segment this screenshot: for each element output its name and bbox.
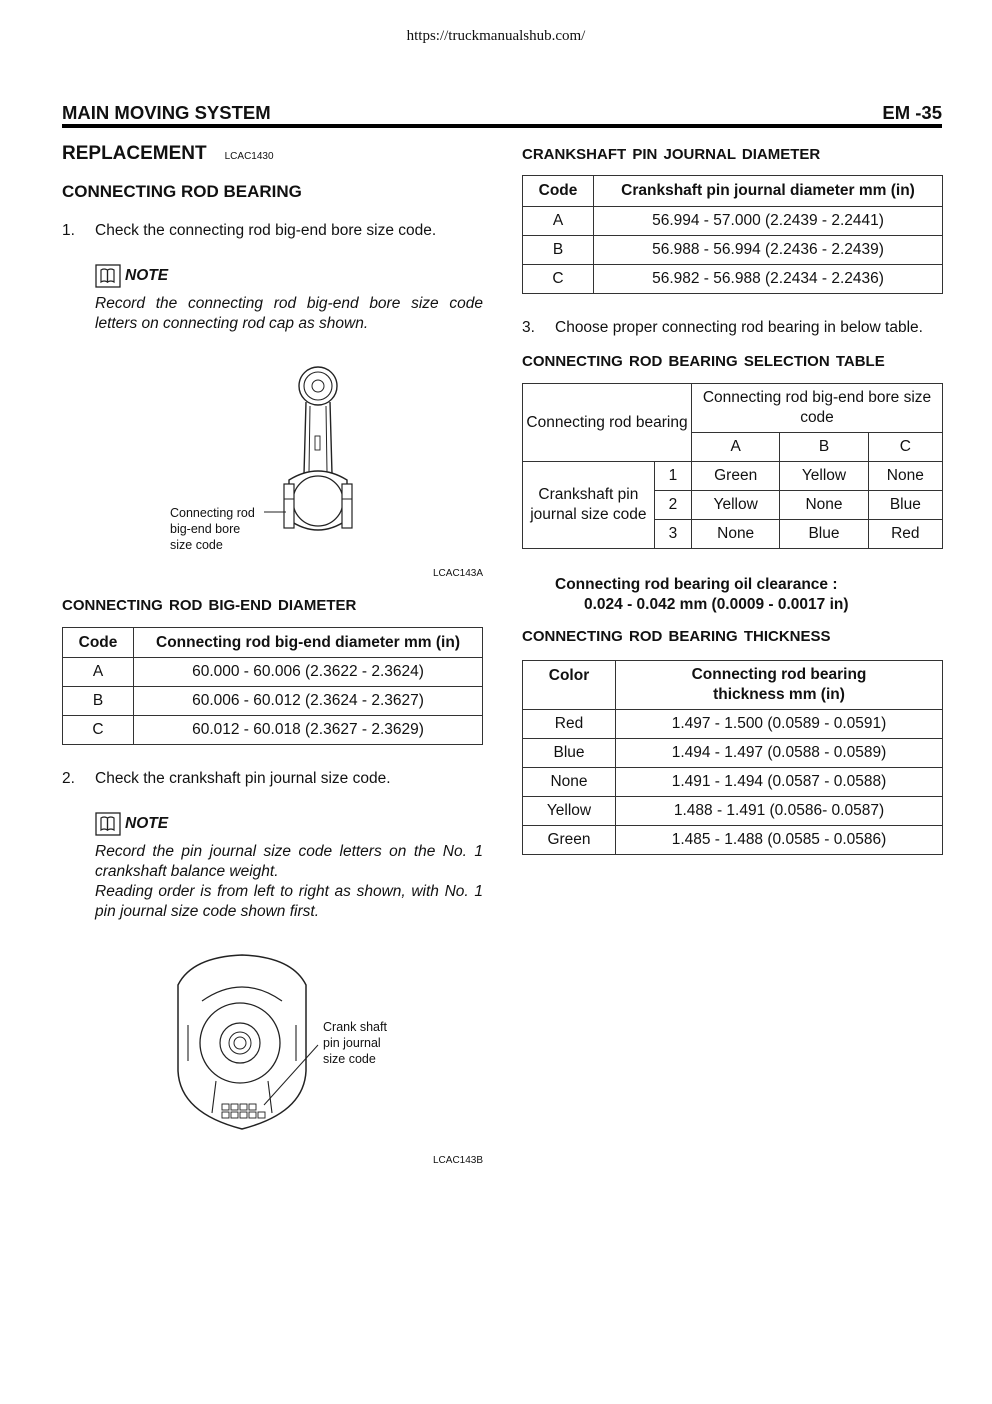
callout-line-1: Crank shaft <box>323 1020 387 1034</box>
callout-line-2: big-end bore <box>170 522 241 536</box>
note-2-line-1: Record the pin journal size code letters on the No. 1 crankshaft balance weight. <box>95 843 483 880</box>
note-book-icon <box>95 264 121 288</box>
row-group-header: Crankshaft pin journal size code <box>523 462 655 549</box>
column-header: Connecting rod bearing thickness mm (in) <box>616 661 943 710</box>
note-2-header <box>95 812 168 836</box>
step-text: Check the crankshaft pin journal size code. <box>95 770 391 787</box>
step-number: 2. <box>62 770 75 787</box>
column-header: Code <box>523 176 594 207</box>
table-cell: None <box>780 491 868 520</box>
bearing-thickness-table <box>522 660 943 855</box>
step-text: Check the connecting rod big-end bore size code. <box>95 222 437 239</box>
table-cell: Blue <box>780 520 868 549</box>
crankshaft-callout <box>323 1019 387 1067</box>
table-row <box>523 768 943 797</box>
table-cell: C <box>63 716 134 745</box>
table-cell: A <box>63 658 134 687</box>
step-number: 1. <box>62 222 75 239</box>
table-cell: C <box>523 265 594 294</box>
note-2-line-2: Reading order is from left to right as shown, with No. 1 pin journal size code shown first. <box>95 883 483 920</box>
section-heading: CONNECTING ROD BEARING <box>62 182 302 201</box>
connecting-rod-diagram <box>280 362 372 542</box>
table-header-row <box>523 384 943 433</box>
table-header-row <box>63 628 483 658</box>
table-cell: 1.488 - 1.491 (0.0586- 0.0587) <box>616 797 943 826</box>
table-row <box>523 826 943 855</box>
note-label: NOTE <box>125 267 169 284</box>
table-row <box>63 687 483 716</box>
step-2 <box>62 770 391 788</box>
column-header: Color <box>523 661 616 710</box>
page-header <box>62 102 942 128</box>
row-number: 2 <box>654 491 691 520</box>
connecting-rod-callout <box>170 505 255 553</box>
column-header: Crankshaft pin journal diameter mm (in) <box>594 176 943 207</box>
connecting-rod-leader-line <box>264 510 286 514</box>
pin-journal-table <box>522 175 943 294</box>
note-book-icon <box>95 812 121 836</box>
table-row <box>523 710 943 739</box>
note-label: NOTE <box>125 815 169 832</box>
table-cell: 1.485 - 1.488 (0.0585 - 0.0586) <box>616 826 943 855</box>
figure-code: LCAC143A <box>433 568 484 579</box>
bigend-diameter-title: CONNECTING ROD BIG-END DIAMETER <box>62 597 357 614</box>
table-cell: A <box>523 207 594 236</box>
figure-code: LCAC143B <box>433 1155 484 1166</box>
table-cell: 56.994 - 57.000 (2.2439 - 2.2441) <box>594 207 943 236</box>
table-row <box>523 265 943 294</box>
table-cell: Green <box>523 826 616 855</box>
table-header-row <box>523 176 943 207</box>
table-cell: None <box>868 462 942 491</box>
table-row <box>523 207 943 236</box>
section-title: MAIN MOVING SYSTEM <box>62 102 271 123</box>
table-cell: B <box>63 687 134 716</box>
callout-line-3: size code <box>323 1052 376 1066</box>
step-text: Choose proper connecting rod bearing in below table. <box>555 319 923 336</box>
corner-header: Connecting rod bearing <box>523 384 692 462</box>
table-cell: None <box>692 520 780 549</box>
column-header: A <box>692 433 780 462</box>
column-header: Connecting rod big-end diameter mm (in) <box>134 628 483 658</box>
table-cell: B <box>523 236 594 265</box>
source-url[interactable]: https://truckmanualshub.com/ <box>406 28 586 44</box>
table-cell: None <box>523 768 616 797</box>
table-cell: Blue <box>868 491 942 520</box>
callout-line-3: size code <box>170 538 223 552</box>
selection-table-title: CONNECTING ROD BEARING SELECTION TABLE <box>522 353 885 370</box>
table-cell: 1.491 - 1.494 (0.0587 - 0.0588) <box>616 768 943 797</box>
column-header: C <box>868 433 942 462</box>
table-cell: 60.000 - 60.006 (2.3622 - 2.3624) <box>134 658 483 687</box>
table-row <box>63 658 483 687</box>
row-number: 3 <box>654 520 691 549</box>
note-2-text <box>95 842 483 922</box>
table-cell: 60.006 - 60.012 (2.3624 - 2.3627) <box>134 687 483 716</box>
note-1-text: Record the connecting rod big-end bore size code letters on connecting rod cap as shown. <box>95 295 483 332</box>
callout-line-2: pin journal <box>323 1036 381 1050</box>
note-1-header <box>95 264 168 288</box>
row-number: 1 <box>654 462 691 491</box>
table-cell: Blue <box>523 739 616 768</box>
column-header: Code <box>63 628 134 658</box>
bore-size-header: Connecting rod big-end bore size code <box>692 384 943 433</box>
thickness-title: CONNECTING ROD BEARING THICKNESS <box>522 628 831 645</box>
table-cell: 56.982 - 56.988 (2.2434 - 2.2436) <box>594 265 943 294</box>
step-3 <box>522 319 923 337</box>
page-number: EM -35 <box>882 102 942 123</box>
step-1 <box>62 222 436 240</box>
crankshaft-balance-weight-diagram <box>172 953 322 1133</box>
table-cell: Green <box>692 462 780 491</box>
callout-line-1: Connecting rod <box>170 506 255 520</box>
replacement-title: REPLACEMENT <box>62 143 207 164</box>
table-row <box>523 797 943 826</box>
replacement-heading <box>62 143 274 165</box>
table-cell: 60.012 - 60.018 (2.3627 - 2.3629) <box>134 716 483 745</box>
table-cell: 1.497 - 1.500 (0.0589 - 0.0591) <box>616 710 943 739</box>
table-header-row <box>523 661 943 710</box>
table-row <box>523 236 943 265</box>
table-row <box>523 739 943 768</box>
replacement-code: LCAC1430 <box>224 151 274 162</box>
table-row <box>523 462 943 491</box>
table-cell: Yellow <box>780 462 868 491</box>
table-cell: 1.494 - 1.497 (0.0588 - 0.0589) <box>616 739 943 768</box>
column-header: B <box>780 433 868 462</box>
oil-clearance-label: Connecting rod bearing oil clearance : <box>555 576 838 593</box>
table-cell: 56.988 - 56.994 (2.2436 - 2.2439) <box>594 236 943 265</box>
table-row <box>63 716 483 745</box>
table-cell: Yellow <box>692 491 780 520</box>
table-cell: Yellow <box>523 797 616 826</box>
bigend-diameter-table <box>62 627 483 745</box>
table-cell: Red <box>523 710 616 739</box>
step-number: 3. <box>522 319 535 336</box>
table-cell: Red <box>868 520 942 549</box>
oil-clearance-value: 0.024 - 0.042 mm (0.0009 - 0.0017 in) <box>584 596 849 613</box>
pin-journal-title: CRANKSHAFT PIN JOURNAL DIAMETER <box>522 146 821 163</box>
bearing-selection-table <box>522 383 943 549</box>
